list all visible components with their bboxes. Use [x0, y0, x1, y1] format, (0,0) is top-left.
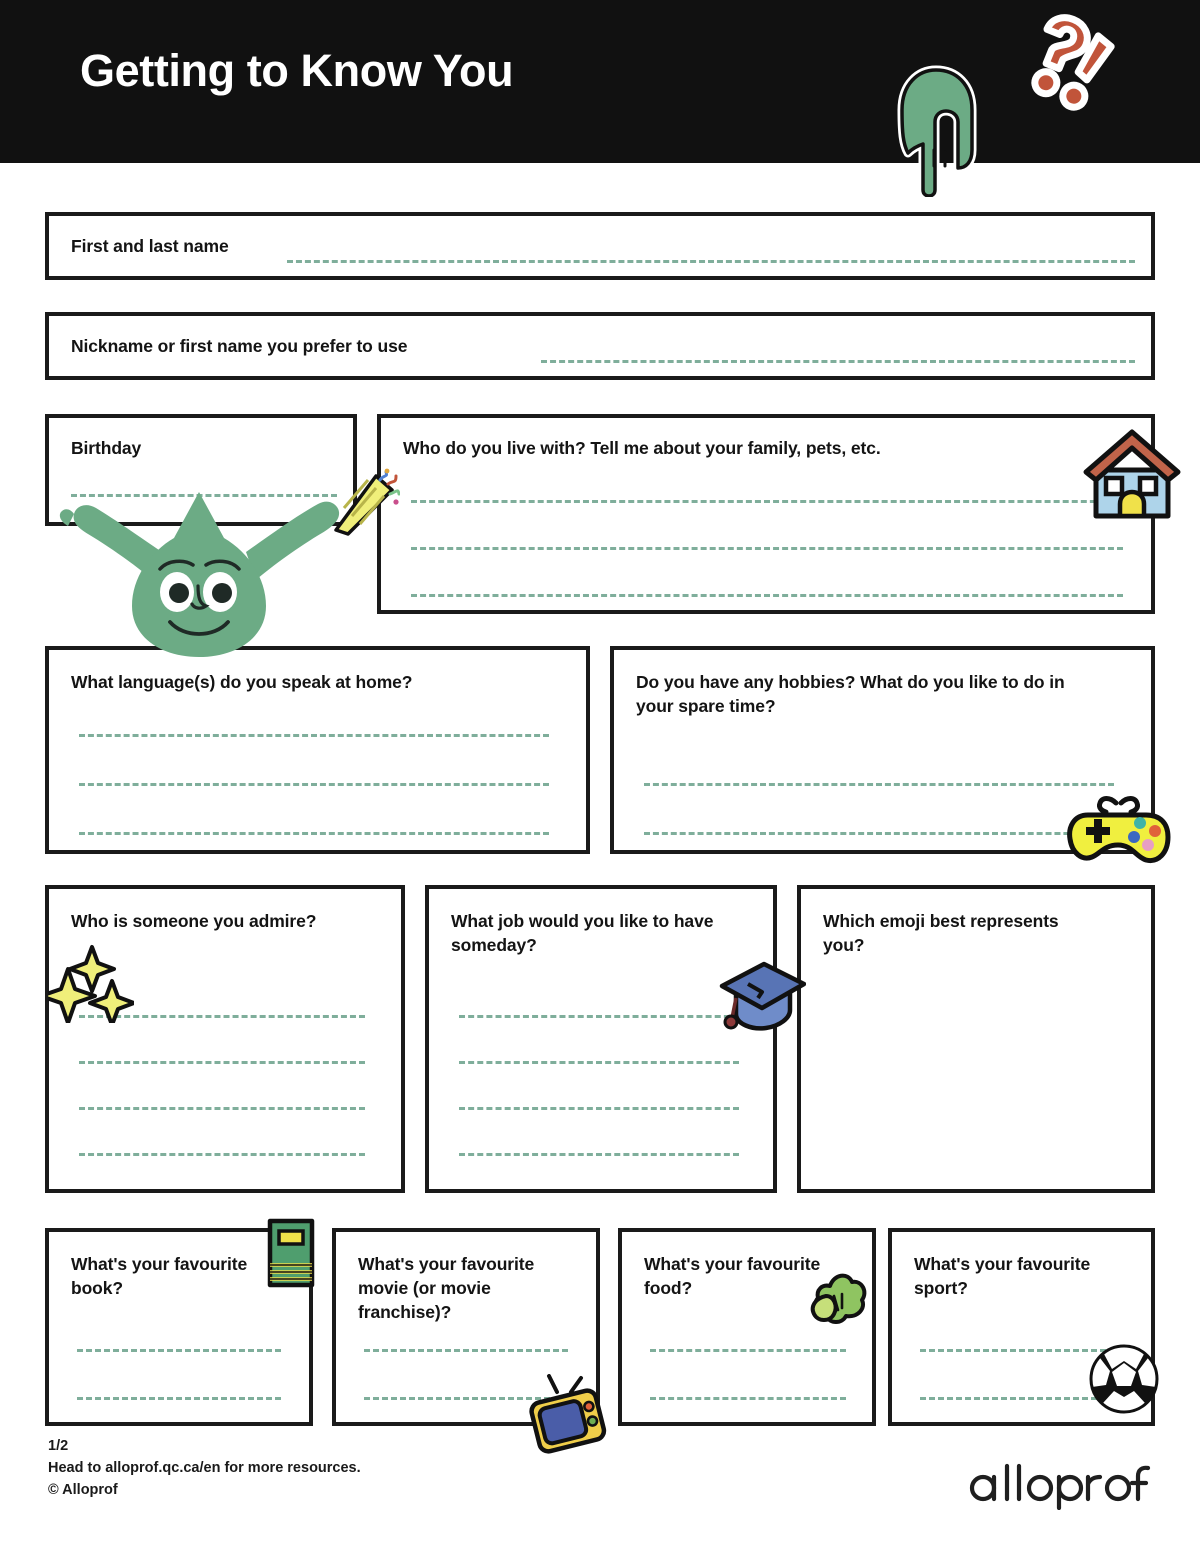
- label-birthday: Birthday: [71, 438, 142, 458]
- writing-line[interactable]: [364, 1349, 568, 1352]
- writing-line[interactable]: [77, 1397, 281, 1400]
- writing-line[interactable]: [411, 594, 1123, 597]
- writing-line[interactable]: [459, 1107, 739, 1110]
- writing-line[interactable]: [650, 1349, 846, 1352]
- mascot-character: [34, 482, 364, 657]
- game-controller-icon: [1066, 795, 1171, 867]
- label-admire: Who is someone you admire?: [71, 911, 317, 931]
- writing-line[interactable]: [79, 1153, 365, 1156]
- television-icon: [527, 1374, 609, 1454]
- writing-line[interactable]: [411, 500, 1123, 503]
- question-exclamation-icon: [1008, 12, 1118, 122]
- writing-line[interactable]: [650, 1397, 846, 1400]
- field-box-family[interactable]: [377, 414, 1155, 614]
- writing-line[interactable]: [644, 832, 1114, 835]
- label-language: What language(s) do you speak at home?: [71, 672, 413, 692]
- label-favourite-food: What's your favourite food?: [644, 1254, 821, 1299]
- field-box-admire[interactable]: [45, 885, 405, 1193]
- field-box-first-last-name[interactable]: [45, 212, 1155, 280]
- label-nickname: Nickname or first name you prefer to use: [71, 336, 408, 356]
- book-icon: [262, 1215, 322, 1291]
- writing-line[interactable]: [79, 783, 549, 786]
- writing-line[interactable]: [79, 734, 549, 737]
- soccer-ball-icon: [1088, 1343, 1160, 1415]
- label-family: Who do you live with? Tell me about your family, pets, etc.: [403, 438, 881, 458]
- footer-copyright: © Alloprof: [48, 1481, 118, 1498]
- label-job: What job would you like to have someday?: [451, 911, 714, 956]
- writing-line[interactable]: [411, 547, 1123, 550]
- label-favourite-book: What's your favourite book?: [71, 1254, 248, 1299]
- party-popper-icon: [330, 468, 400, 536]
- footer-info: [48, 1436, 361, 1501]
- writing-line[interactable]: [79, 832, 549, 835]
- broccoli-icon: [808, 1258, 874, 1328]
- label-hobbies: Do you have any hobbies? What do you like to do in your spare time?: [636, 672, 1065, 717]
- writing-line[interactable]: [79, 1107, 365, 1110]
- graduation-cap-icon: [718, 958, 806, 1034]
- writing-line[interactable]: [644, 783, 1114, 786]
- writing-line[interactable]: [77, 1349, 281, 1352]
- label-favourite-sport: What's your favourite sport?: [914, 1254, 1091, 1299]
- writing-line[interactable]: [459, 1061, 739, 1064]
- label-first-last-name: First and last name: [71, 236, 229, 256]
- field-box-job[interactable]: [425, 885, 777, 1193]
- page-title: Getting to Know You: [80, 45, 514, 96]
- writing-line[interactable]: [541, 360, 1135, 363]
- writing-line[interactable]: [287, 260, 1135, 263]
- alloprof-logo: [966, 1462, 1158, 1510]
- sparkles-icon: [48, 943, 134, 1023]
- house-icon: [1082, 428, 1182, 523]
- pointing-down-hand-icon: [872, 62, 1002, 197]
- label-favourite-movie: What's your favourite movie (or movie franchise)?: [358, 1254, 535, 1323]
- writing-line[interactable]: [79, 1061, 365, 1064]
- writing-line[interactable]: [459, 1015, 739, 1018]
- field-box-nickname[interactable]: [45, 312, 1155, 380]
- writing-line[interactable]: [459, 1153, 739, 1156]
- footer-resources-line: Head to alloprof.qc.ca/en for more resources.: [48, 1459, 361, 1476]
- page-header: [0, 0, 1200, 163]
- page-number: 1/2: [48, 1438, 69, 1454]
- field-box-language[interactable]: [45, 646, 590, 854]
- field-box-emoji[interactable]: [797, 885, 1155, 1193]
- label-emoji: Which emoji best represents you?: [823, 911, 1059, 956]
